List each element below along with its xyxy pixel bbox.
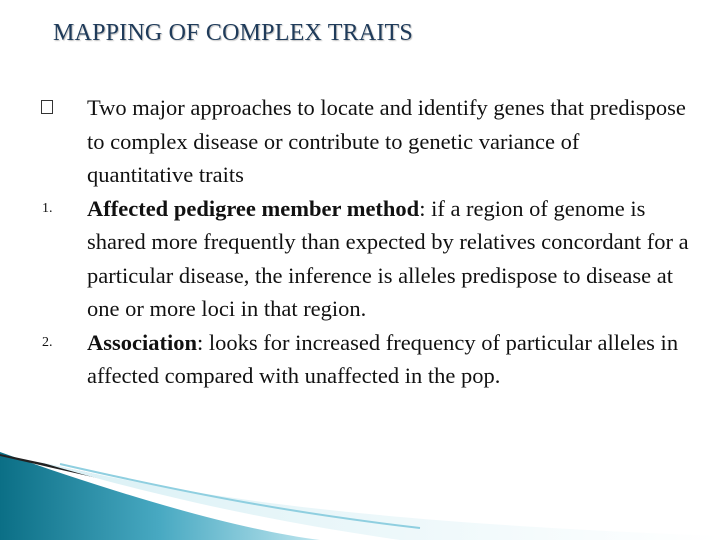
bullet-list [0,91,720,393]
slide-title: MAPPING OF COMPLEX TRAITS [53,20,413,46]
item-text: : if a region of genome is shared more frequently than expected by relatives concordant for a particular disease, the inference is alleles predispose to disease at one or more loci in that region. [87,195,689,321]
decorative-swoosh [0,440,720,540]
item-heading: Affected pedigree member method [87,195,420,221]
item-text: : looks for increased frequency of particular alleles in affected compared with unaffected in the pop. [87,329,679,388]
list-item-affected-pedigree [0,192,720,326]
item-heading: Association [87,329,198,355]
list-item-association [0,326,720,393]
list-number: 2. [42,334,53,350]
intro-text: Two major approaches to locate and identify genes that predispose to complex disease or contribute to genetic variance of quantitative traits [87,95,686,187]
list-number: 1. [42,200,53,216]
bullet-box-icon [41,100,53,114]
list-item-intro [0,91,720,192]
